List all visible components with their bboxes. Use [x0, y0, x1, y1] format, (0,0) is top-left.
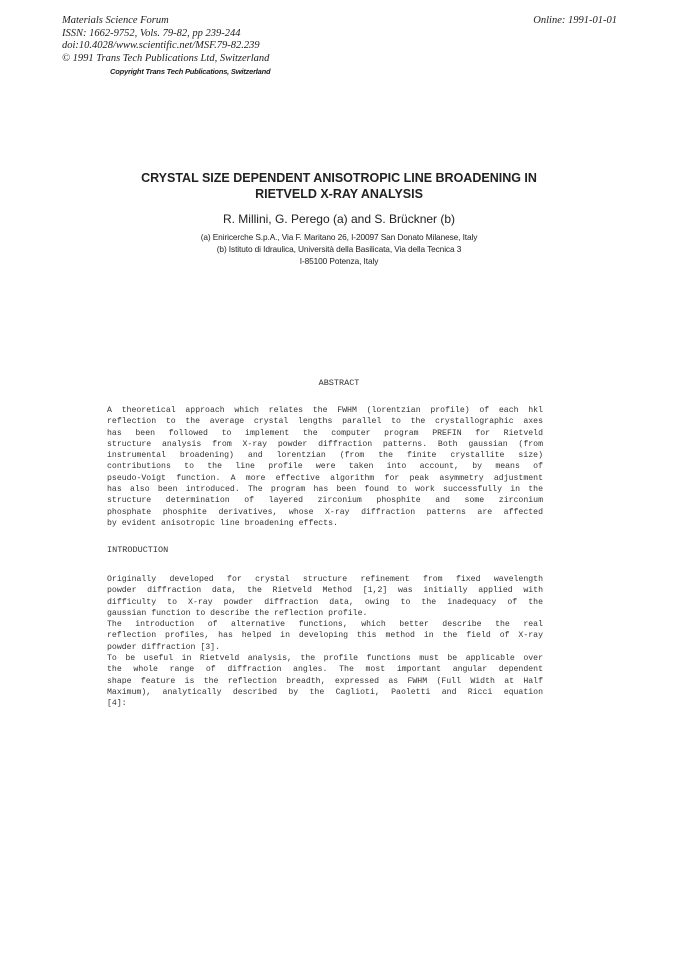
paper-title	[90, 170, 588, 202]
journal-name: Materials Science Forum	[62, 15, 169, 26]
title-line-2: RIETVELD X-RAY ANALYSIS	[255, 187, 423, 201]
abstract-line: contributions to the line profile were taken into account, by means of	[107, 462, 543, 472]
intro-line: reflection profiles, has helped in developing this method in the field of X-ray	[107, 631, 543, 641]
abstract-line: has also been introduced. The program has been found to work successfully in the	[107, 485, 543, 495]
affiliation-b-city: I-85100 Potenza, Italy	[299, 256, 379, 266]
intro-line: The introduction of alternative functions, which better describe the real	[107, 620, 543, 630]
intro-line: powder diffraction [3].	[107, 642, 221, 652]
intro-line: shape feature is the reflection breadth, expressed as FWHM (Full Width at Half	[107, 676, 543, 686]
issn-line: ISSN: 1662-9752, Vols. 79-82, pp 239-244	[62, 27, 241, 39]
abstract-line: phosphate phosphite derivatives, whose X-ray diffraction patterns are affected	[107, 507, 543, 517]
intro-line: To be useful in Rietveld analysis, the profile functions must be applicable over	[107, 654, 543, 664]
affiliations	[90, 231, 588, 267]
intro-line: difficulty to X-ray powder diffraction data, owing to the inadequacy of the	[107, 597, 543, 607]
authors: R. Millini, G. Perego (a) and S. Brückner (b)	[222, 212, 456, 226]
online-date: Online: 1991-01-01	[533, 15, 617, 26]
affiliation-a: (a) Eniricerche S.p.A., Via F. Maritano 26, I-20097 San Donato Milanese, Italy	[200, 232, 478, 242]
abstract-line: has been followed to implement the computer program PREFIN for Rietveld	[107, 428, 543, 438]
abstract-line: A theoretical approach which relates the FWHM (lorentzian profile) of each hkl	[107, 406, 543, 415]
introduction-heading: INTRODUCTION	[107, 545, 169, 555]
abstract-line: structure determination of layered zirconium phosphite and some zirconium	[107, 496, 543, 506]
intro-line: [4]:	[107, 699, 127, 709]
abstract-line: reflection to the average crystal lengths parallel to the crystallographic axes	[107, 417, 543, 427]
title-line-1: CRYSTAL SIZE DEPENDENT ANISOTROPIC LINE BROADENING IN	[141, 171, 537, 185]
publisher-line: © 1991 Trans Tech Publications Ltd, Switzerland	[62, 52, 270, 64]
intro-line: powder diffraction data, the Rietveld Method [1,2] was initially applied with	[107, 586, 543, 596]
doi-line: doi:10.4028/www.scientific.net/MSF.79-82.239	[62, 40, 260, 52]
affiliation-b: (b) Istituto di Idraulica, Università della Basilicata, Via della Tecnica 3	[216, 244, 462, 254]
abstract-line: pseudo-Voigt function. A more effective algorithm for peak asymmetry adjustment	[107, 473, 543, 483]
abstract-line: instrumental broadening) and lorentzian (from the finite crystallite size)	[107, 451, 543, 461]
abstract-body	[107, 405, 543, 529]
intro-line: Maximum), analytically described by the Caglioti, Paoletti and Ricci equation	[107, 687, 543, 697]
intro-line: Originally developed for crystal structure refinement from fixed wavelength	[107, 575, 543, 584]
intro-line: gaussian function to describe the reflection profile.	[107, 608, 368, 618]
journal-header	[62, 15, 269, 65]
intro-line: the whole range of diffraction angles. The most important angular dependent	[107, 665, 543, 675]
introduction-body	[107, 574, 543, 710]
abstract-line: by evident anisotropic line broadening effects.	[107, 518, 338, 528]
abstract-line: structure analysis from X-ray powder diffraction patterns. Both gaussian (from	[107, 439, 543, 449]
copyright-line: Copyright Trans Tech Publications, Switzerland	[110, 67, 271, 76]
abstract-heading: ABSTRACT	[318, 378, 360, 388]
